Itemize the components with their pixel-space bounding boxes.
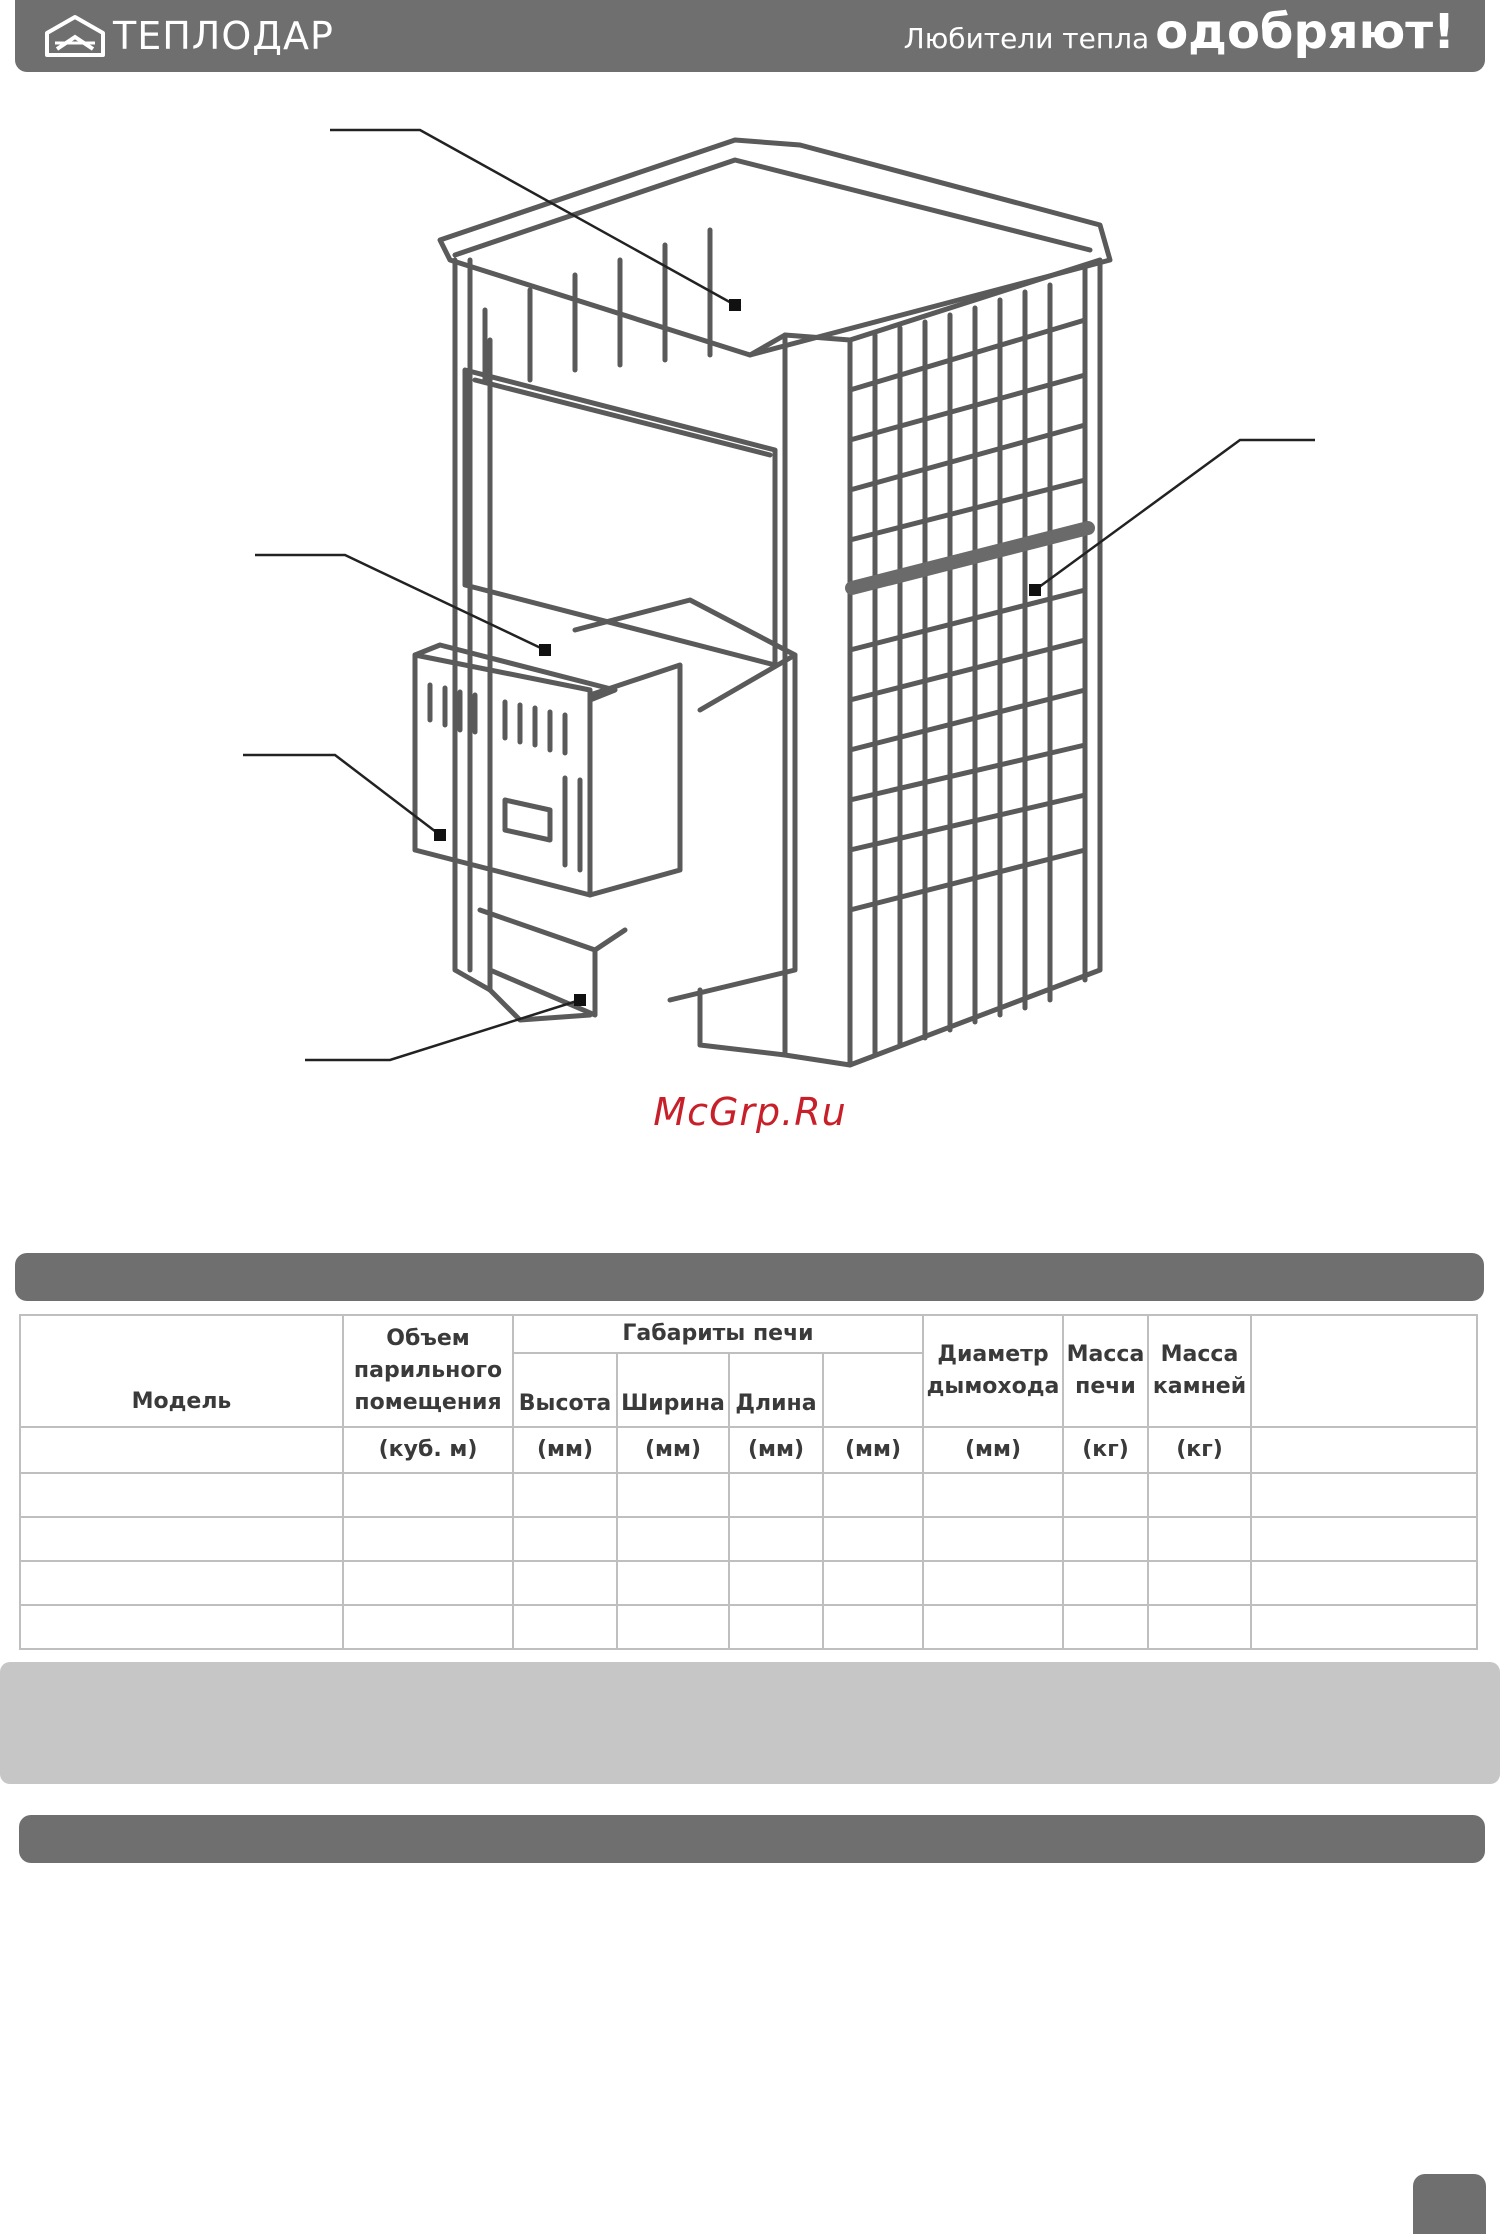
table-row: [20, 1605, 1477, 1649]
unit-cell: (мм): [729, 1427, 823, 1473]
col-dim-extra: [823, 1353, 923, 1427]
col-width: Ширина: [617, 1353, 729, 1427]
col-height: Высота: [513, 1353, 617, 1427]
unit-cell: (мм): [617, 1427, 729, 1473]
unit-cell: (мм): [923, 1427, 1063, 1473]
table-row: [20, 1517, 1477, 1561]
unit-cell: (куб. м): [343, 1427, 513, 1473]
section-header-bar-2: [19, 1815, 1485, 1863]
col-stones-mass: Масса камней: [1148, 1315, 1251, 1427]
header-bar: [15, 0, 1485, 72]
house-logo-icon: [43, 13, 107, 59]
col-stove-mass: Масса печи: [1063, 1315, 1148, 1427]
note-panel: [0, 1662, 1500, 1784]
unit-cell: (кг): [1063, 1427, 1148, 1473]
slogan-big: одобряют!: [1155, 4, 1455, 60]
col-model: Модель: [20, 1315, 343, 1427]
spec-table: [19, 1314, 1478, 1650]
unit-cell: (кг): [1148, 1427, 1251, 1473]
brand-logo: [43, 13, 334, 59]
col-length: Длина: [729, 1353, 823, 1427]
table-row: [20, 1561, 1477, 1605]
col-group-dimensions: Габариты печи: [513, 1315, 923, 1353]
col-volume: Объем парильного помещения: [343, 1315, 513, 1427]
unit-cell: [1251, 1427, 1477, 1473]
units-row: [20, 1427, 1477, 1473]
slogan: [904, 4, 1455, 60]
watermark: McGrp.Ru: [653, 1090, 847, 1134]
table-row: [20, 1473, 1477, 1517]
col-empty: [1251, 1315, 1477, 1427]
slogan-small: Любители тепла: [903, 22, 1150, 55]
stove-illustration: [240, 110, 1340, 1090]
unit-cell: [20, 1427, 343, 1473]
col-chimney: Диаметр дымохода: [923, 1315, 1063, 1427]
page-number-tab: [1413, 2174, 1486, 2234]
unit-cell: (мм): [513, 1427, 617, 1473]
brand-name: ТЕПЛОДАР: [113, 14, 334, 58]
section-header-bar: [15, 1253, 1484, 1301]
unit-cell: (мм): [823, 1427, 923, 1473]
